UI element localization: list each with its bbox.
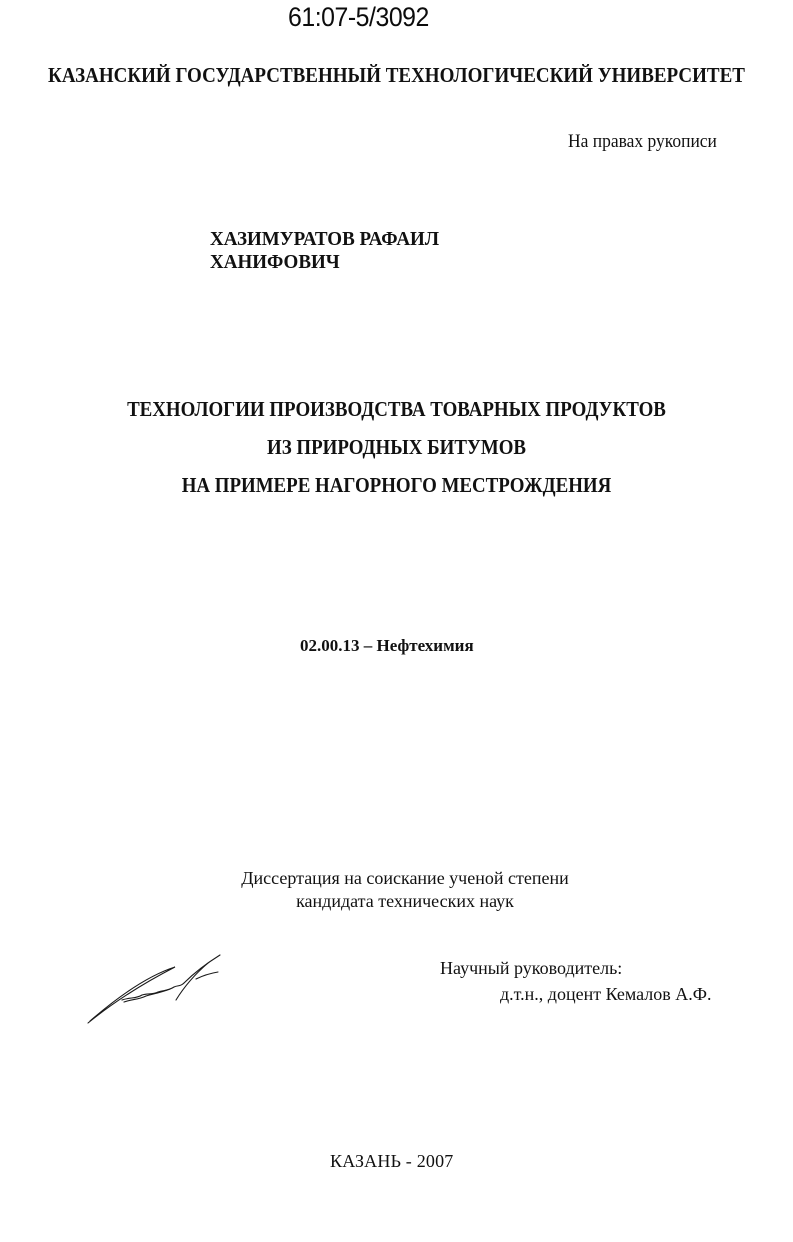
title-line: НА ПРИМЕРЕ НАГОРНОГО МЕСТРОЖДЕНИЯ: [181, 473, 612, 497]
degree-line: Диссертация на соискание ученой степени: [241, 868, 569, 888]
catalog-number: 61:07-5/3092: [288, 2, 429, 32]
degree-line: кандидата технических наук: [296, 891, 514, 911]
advisor-label: Научный руководитель:: [440, 958, 623, 978]
university-name: КАЗАНСКИЙ ГОСУДАРСТВЕННЫЙ ТЕХНОЛОГИЧЕСКИЙ УНИВЕРСИТЕТ: [48, 63, 745, 87]
manuscript-note: На правах рукописи: [568, 131, 717, 152]
dissertation-title: [0, 390, 793, 504]
advisor-block: [440, 955, 770, 1007]
city-year: КАЗАНЬ - 2007: [330, 1151, 454, 1171]
signature-icon: [80, 945, 240, 1030]
degree-statement: [225, 867, 585, 913]
specialty-code: 02.00.13 – Нефтехимия: [300, 636, 474, 655]
title-line: ТЕХНОЛОГИИ ПРОИЗВОДСТВА ТОВАРНЫХ ПРОДУКТОВ: [127, 397, 666, 421]
advisor-name: д.т.н., доцент Кемалов А.Ф.: [500, 984, 712, 1004]
author-name: ХАЗИМУРАТОВ РАФАИЛ ХАНИФОВИЧ: [210, 228, 439, 273]
title-line: ИЗ ПРИРОДНЫХ БИТУМОВ: [266, 435, 527, 459]
